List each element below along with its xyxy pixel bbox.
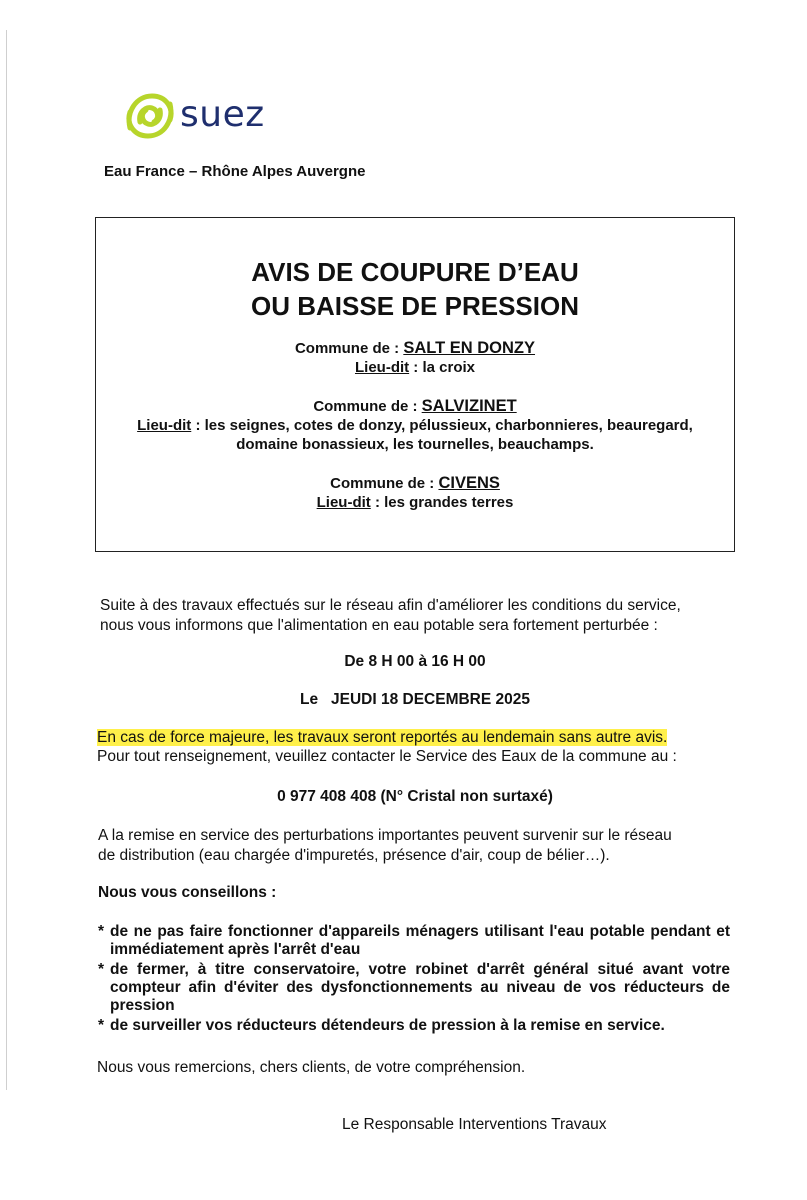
advice-item	[98, 923, 730, 959]
suez-logo	[122, 88, 265, 144]
remise-paragraph	[98, 826, 738, 866]
lieu-dit-value: les grandes terres	[384, 494, 514, 511]
date-prefix: Le	[299, 691, 319, 708]
date-line	[95, 691, 735, 709]
advice-item-text: de fermer, à titre conservatoire, votre robinet d'arrêt général situé avant votre compteur afin d'éviter des dysfonctionnements au niveau de vos réducteurs de pression	[110, 961, 730, 1014]
intro-line-1: Suite à des travaux effectués sur le réseau afin d'améliorer les conditions du service,	[100, 597, 681, 614]
commune-block-salt-en-donzy	[96, 339, 734, 377]
commune-name: CIVENS	[438, 474, 500, 492]
lieu-dit-separator: :	[409, 359, 423, 376]
force-majeure-block	[97, 728, 747, 766]
commune-block-salvizinet	[96, 397, 734, 454]
bullet-star: *	[98, 1017, 105, 1034]
time-window: De 8 H 00 à 16 H 00	[344, 653, 486, 670]
title-line-1: AVIS DE COUPURE D’EAU	[251, 257, 579, 287]
force-majeure-highlight: En cas de force majeure, les travaux seront reportés au lendemain sans autre avis.	[97, 729, 668, 746]
remise-line-2: de distribution (eau chargée d'impuretés, présence d'air, coup de bélier…).	[98, 847, 610, 864]
commune-label: Commune de :	[313, 398, 422, 415]
contact-text: Pour tout renseignement, veuillez contacter le Service des Eaux de la commune au :	[97, 748, 677, 765]
intro-paragraph	[100, 596, 740, 636]
commune-label: Commune de :	[294, 340, 404, 357]
bullet-star: *	[98, 923, 105, 940]
lieu-dit-separator: :	[370, 494, 385, 511]
lieu-dit-label: Lieu-dit	[137, 417, 192, 434]
remise-line-1: A la remise en service des perturbations importantes peuvent survenir sur le réseau	[98, 827, 672, 844]
suez-swirl-icon	[122, 88, 178, 144]
advice-item	[98, 961, 730, 1015]
closing-text: Nous vous remercions, chers clients, de votre compréhension.	[97, 1059, 526, 1076]
advice-item-text: de surveiller vos réducteurs détendeurs de pression à la remise en service.	[110, 1017, 665, 1034]
lieu-dit-value-continued: domaine bonassieux, les tournelles, beauchamps.	[236, 436, 594, 453]
advice-item-text: de ne pas faire fonctionner d'appareils ménagers utilisant l'eau potable pendant et immédiatement après l'arrêt d'eau	[110, 923, 730, 958]
commune-name: SALT EN DONZY	[403, 339, 536, 357]
region-label: Eau France – Rhône Alpes Auvergne	[104, 163, 366, 180]
intro-line-2: nous vous informons que l'alimentation en eau potable sera fortement perturbée :	[100, 617, 658, 634]
commune-name: SALVIZINET	[421, 397, 517, 415]
advice-list	[98, 923, 730, 1037]
lieu-dit-value: la croix	[422, 359, 476, 376]
advice-item	[98, 1017, 730, 1035]
notice-title	[96, 255, 734, 323]
advice-heading: Nous vous conseillons :	[98, 884, 277, 901]
lieu-dit-value: les seignes, cotes de donzy, pélussieux, charbonnieres, beauregard,	[204, 417, 693, 434]
title-line-2: OU BAISSE DE PRESSION	[251, 291, 579, 321]
lieu-dit-separator: :	[191, 417, 205, 434]
bullet-star: *	[98, 961, 105, 978]
page-edge-line	[6, 30, 7, 1090]
commune-block-civens	[96, 474, 734, 512]
commune-label: Commune de :	[330, 475, 439, 492]
lieu-dit-label: Lieu-dit	[316, 494, 371, 511]
lieu-dit-label: Lieu-dit	[354, 359, 410, 376]
signature: Le Responsable Interventions Travaux	[342, 1116, 607, 1133]
phone-number: 0 977 408 408 (N° Cristal non surtaxé)	[277, 788, 553, 805]
notice-box	[95, 217, 735, 552]
suez-wordmark: suez	[180, 93, 265, 135]
date-value: JEUDI 18 DECEMBRE 2025	[331, 691, 530, 708]
